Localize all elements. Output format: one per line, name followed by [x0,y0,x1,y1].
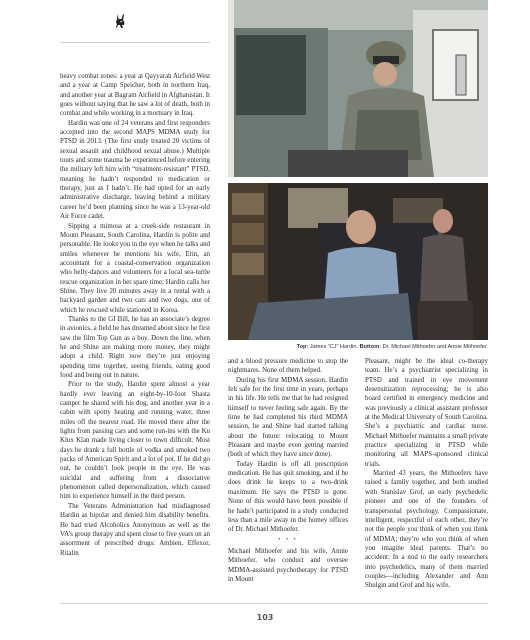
caption-bottom-label: Bottom: [359,344,382,350]
paragraph: Michael Mithoefer and his wife, Annie Mithoefer, who conduct and oversee MDMA-assisted psychotherapy for PTSD in Mount [228,547,348,583]
header-rule [60,42,210,43]
paragraph: heavy combat zones: a year at Qayyarah Airfield West and a year at Camp Speicher, both in northern Iraq, and another year at Bagram Airfield in Afghanistan. It goes without saying that he saw a lot of death, both in combat and while working in a mortuary in Iraq. [60,73,210,118]
paragraph: Thanks to the GI Bill, he has an associate’s degree in avionics, a field he has dreamed about since he first saw the film Top Gun as a boy. Down the line, when he and Shine are making more money, they might adopt a child. Right now they’re just enjoying spending time together, seeing friends, eating good food and being out in nature. [60,315,210,379]
paragraph: Today Hardin is off all prescription medication. He has quit smoking, and if he does drink he keeps to a two-drink maximum. He says the PTSD is gone. None of this would have been possible if he hadn’t participated in a study conducted less than a mile away in the homey offices of Dr. Michael Mithoefer. [228,460,348,534]
photo-soldier-in-vehicle [228,0,488,177]
article-column-3 [365,357,488,591]
article-column-1 [60,72,210,558]
paragraph: The Veterans Administration had misdiagnosed Hardin as bipolar and denied him disability benefits. He had tried Alcoholics Anonymous as well as the VA’s group therapy and spent close to five years on an assortment of prescribed drugs: Ambien, Effexor, Ritalin [60,502,210,557]
paragraph: Married 43 years, the Mithoefers have raised a family together, and both studied with Stanislav Grof, an early psychedelic pioneer and one of the founders of transpersonal psychology. Compassionate, intelligent, respectful of each other, they’re not the people you think of when you think of MDMA; they’re who you think of when you imagine ideal parents. That’s no accident: In a nod to the early researchers into psychedelics, many of them married couples—including Alexander and Ann Shulgin and Grof and his wife, [365,470,488,590]
caption-top-text: James “CJ” Hardin. [308,344,360,350]
paragraph: During his first MDMA session, Hardin felt safe for the first time in years, perhaps in his life. He tells me that he had resigned himself to never feeling safe again. By the time he had completed his third MDMA session, he and Shine had started talking about the future: relocating to Mount Pleasant and maybe even getting married (both of which they have since done). [228,376,348,459]
photo-couple-seated-in-office [228,183,488,340]
paragraph: Hardin was one of 24 veterans and first responders accepted into the second MAPS MDMA study for PTSD in 2013. (The first study treated 20 victims of sexual assault and childhood sexual abuse.) Multiple tours and some trauma he experienced before entering the military left him with “treatment-resistant” PTSD, meaning he hadn’t responded to medication or therapy, just as I hadn’t. He had opted for an early administrative discharge, leaving behind a military career he’d been planning since he was a 13-year-old Air Force cadet. [60,119,210,221]
caption-top-label: Top: [296,344,309,350]
paragraph: and a blood pressure medicine to stop the nightmares. None of them helped. [228,358,348,375]
paragraph: Pleasant, might be the ideal co-therapy team. He’s a psychiatrist specializing in PTSD and trained in eye movement desensitization reprocessing; he is also board certified in emergency medicine and was previously a clinical assistant professor at the Medical University of South Carolina. She’s a psychiatric and cardiac nurse. Michael Mithoefer maintains a small private practice specializing in PTSD while monitoring all MAPS-sponsored clinical trials. [365,358,488,468]
caption-bottom-text: Dr. Michael Mithoefer and Annie Mithoefer. [381,344,488,350]
photo-caption [228,344,488,350]
bunny-logo-icon [113,13,127,29]
section-break: • • • [278,536,298,543]
page-number: 103 [256,613,274,622]
footer-rule [60,603,488,604]
paragraph: Prior to the study, Hardin spent almost a year hardly ever leaving an eight-by-10-foot Shasta camper he shared with his dog, and another year in a cabin with spotty heating and running water, three miles off the nearest road. He moved there after the lights from passing cars and some run-ins with the Ku Klux Klan made living closer to town difficult. Most days he drank a full bottle of vodka and smoked two packs of American Spirit and a lot of pot. If he did go out, he couldn’t look people in the eye. He was suicidal and suffering from a dissociative phenomenon called depersonalization, which caused him to experience himself in the third person. [60,381,210,501]
article-column-2 [228,357,348,584]
paragraph: Sipping a mimosa at a creek-side restaurant in Mount Pleasant, South Carolina, Hardin is polite and personable. He looks you in the eye when he talks and smiles whenever he mentions his wife, Erin, an accountant for a coastal-conservation organization who belly-dances and volunteers for a local sea-turtle rescue organization in her spare time; Hardin calls her Shine. They live 20 minutes away in a rental with a backyard garden and two cats and two dogs, one of which he rescued while stationed in Korea. [60,222,210,314]
